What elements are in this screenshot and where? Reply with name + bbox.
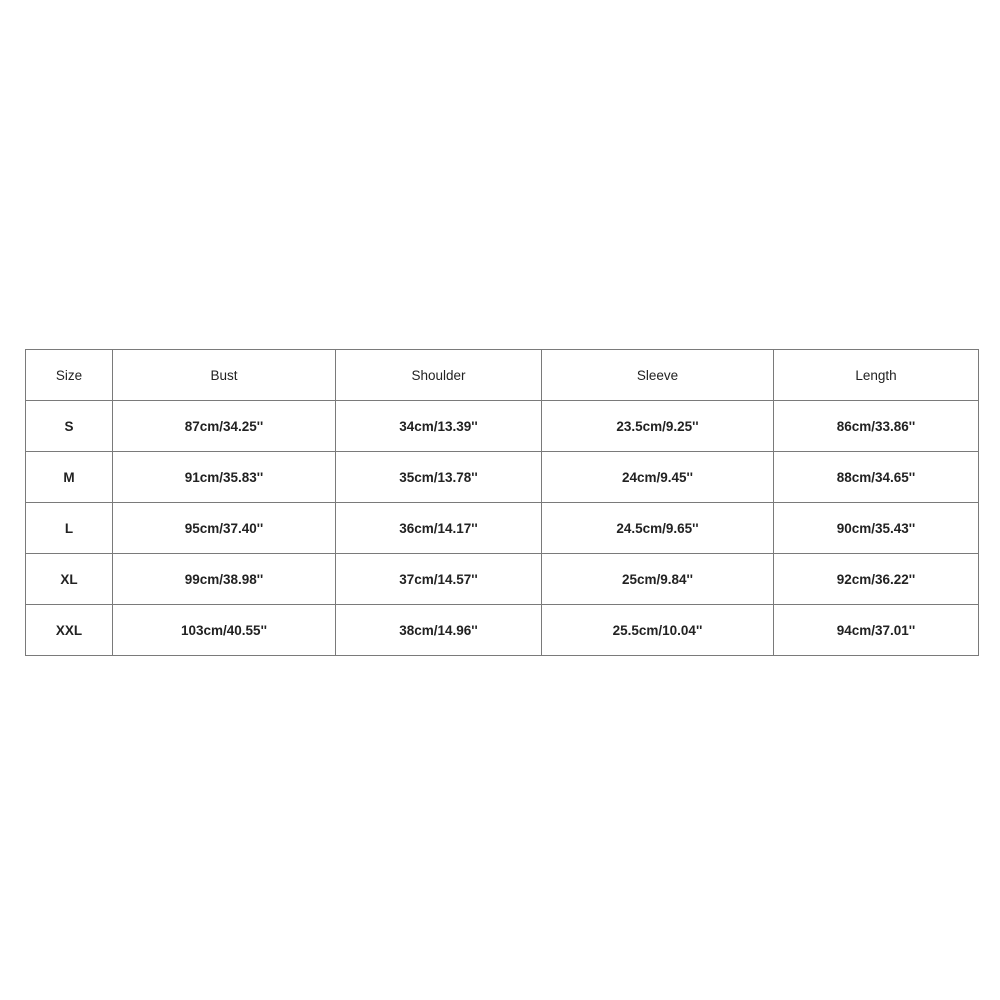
size-chart-table xyxy=(25,349,979,656)
cell-shoulder: 34cm/13.39'' xyxy=(336,401,542,452)
table-body xyxy=(26,401,979,656)
header-row xyxy=(26,350,979,401)
cell-shoulder: 36cm/14.17'' xyxy=(336,503,542,554)
cell-bust: 103cm/40.55'' xyxy=(113,605,336,656)
table-row xyxy=(26,401,979,452)
table-row xyxy=(26,503,979,554)
cell-sleeve: 25.5cm/10.04'' xyxy=(542,605,774,656)
table-row xyxy=(26,605,979,656)
cell-length: 94cm/37.01'' xyxy=(774,605,979,656)
cell-bust: 95cm/37.40'' xyxy=(113,503,336,554)
cell-sleeve: 24cm/9.45'' xyxy=(542,452,774,503)
cell-shoulder: 35cm/13.78'' xyxy=(336,452,542,503)
cell-size: XL xyxy=(26,554,113,605)
cell-bust: 87cm/34.25'' xyxy=(113,401,336,452)
header-shoulder: Shoulder xyxy=(336,350,542,401)
table-row xyxy=(26,554,979,605)
cell-length: 92cm/36.22'' xyxy=(774,554,979,605)
cell-sleeve: 24.5cm/9.65'' xyxy=(542,503,774,554)
cell-size: M xyxy=(26,452,113,503)
header-length: Length xyxy=(774,350,979,401)
cell-bust: 99cm/38.98'' xyxy=(113,554,336,605)
cell-size: XXL xyxy=(26,605,113,656)
table-row xyxy=(26,452,979,503)
cell-bust: 91cm/35.83'' xyxy=(113,452,336,503)
cell-sleeve: 25cm/9.84'' xyxy=(542,554,774,605)
cell-length: 88cm/34.65'' xyxy=(774,452,979,503)
cell-size: S xyxy=(26,401,113,452)
cell-shoulder: 38cm/14.96'' xyxy=(336,605,542,656)
cell-shoulder: 37cm/14.57'' xyxy=(336,554,542,605)
cell-length: 90cm/35.43'' xyxy=(774,503,979,554)
cell-length: 86cm/33.86'' xyxy=(774,401,979,452)
cell-size: L xyxy=(26,503,113,554)
header-size: Size xyxy=(26,350,113,401)
table-header xyxy=(26,350,979,401)
header-bust: Bust xyxy=(113,350,336,401)
header-sleeve: Sleeve xyxy=(542,350,774,401)
cell-sleeve: 23.5cm/9.25'' xyxy=(542,401,774,452)
